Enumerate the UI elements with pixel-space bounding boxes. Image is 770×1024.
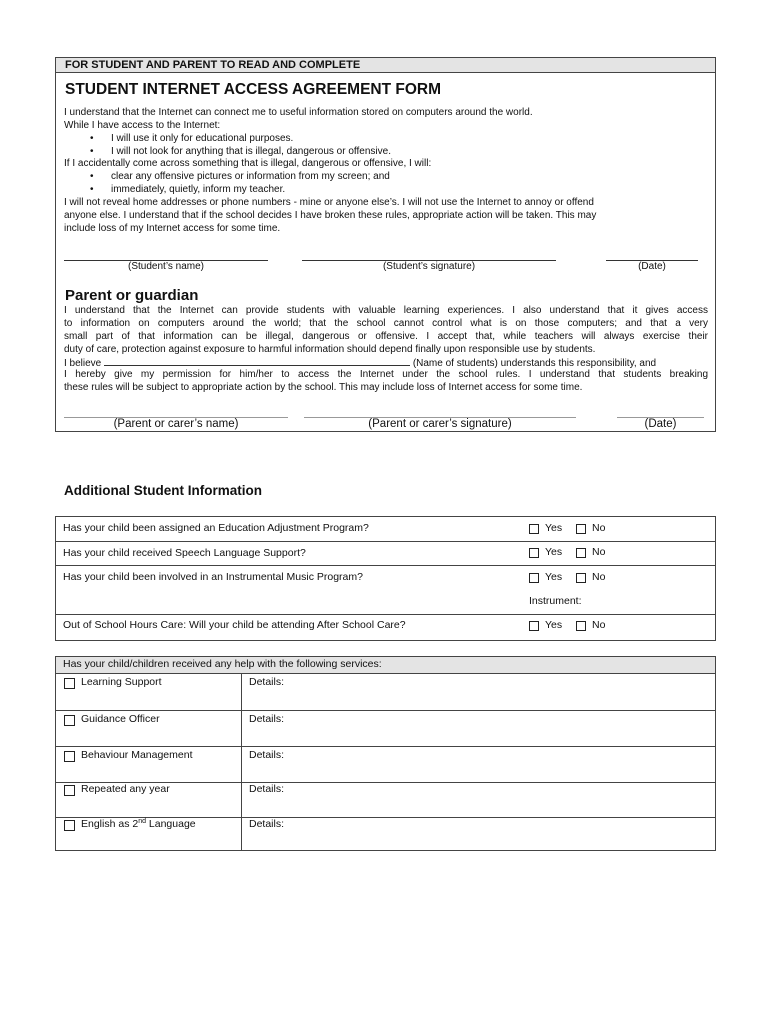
- action-bullet: immediately, quietly, inform my teacher.: [111, 184, 286, 195]
- closing-line: include loss of my Internet access for some time.: [64, 223, 281, 234]
- yes-checkbox[interactable]: [529, 621, 539, 631]
- service-row: [56, 711, 715, 747]
- no-label: No: [592, 546, 606, 558]
- no-checkbox[interactable]: [576, 573, 586, 583]
- details-label: Details:: [249, 749, 285, 761]
- service-row: [56, 818, 715, 850]
- question-row: [56, 615, 715, 640]
- question-row: [56, 542, 715, 566]
- bullet-icon: •: [90, 184, 94, 195]
- details-label: Details:: [249, 676, 285, 688]
- no-checkbox[interactable]: [576, 548, 586, 558]
- if-line: If I accidentally come across something that is illegal, dangerous or offensive, I will:: [64, 158, 432, 169]
- yes-checkbox[interactable]: [529, 573, 539, 583]
- services-header-text: Has your child/children received any help with the following services:: [63, 658, 382, 670]
- permission-line: I hereby give my permission for him/her to access the Internet under the school rules. I understand that students breaking: [64, 369, 708, 380]
- parent-line: to information on computers around the world; that the school cannot control what is on those computers; and that a very: [64, 318, 708, 329]
- service-checkbox[interactable]: [64, 751, 75, 762]
- agreement-section: [55, 57, 716, 432]
- bullet-icon: •: [90, 133, 94, 144]
- service-row: [56, 783, 715, 818]
- esl-prefix: English as 2: [81, 818, 139, 830]
- question-text: Has your child been involved in an Instrumental Music Program?: [63, 571, 363, 583]
- intro-line: I understand that the Internet can connect me to useful information stored on computers around the world.: [64, 107, 533, 118]
- yes-label: Yes: [545, 546, 563, 558]
- service-checkbox[interactable]: [64, 820, 75, 831]
- service-label: Learning Support: [81, 676, 162, 688]
- permission-line: these rules will be subject to appropriate action by the school. This may include loss of Internet access for some time.: [64, 382, 583, 393]
- instrument-label: Instrument:: [529, 595, 582, 607]
- additional-info-table: [55, 516, 716, 641]
- esl-suffix: Language: [146, 818, 196, 830]
- bullet-icon: •: [90, 171, 94, 182]
- question-row: [56, 517, 715, 542]
- form-title: STUDENT INTERNET ACCESS AGREEMENT FORM: [65, 81, 442, 98]
- service-checkbox[interactable]: [64, 785, 75, 796]
- rule-bullet: I will use it only for educational purposes.: [111, 133, 294, 144]
- service-checkbox[interactable]: [64, 715, 75, 726]
- service-checkbox[interactable]: [64, 678, 75, 689]
- parent-signature-label: (Parent or carer’s signature): [368, 418, 512, 430]
- believe-suffix: (Name of students) understands this responsibility, and: [412, 358, 657, 369]
- no-label: No: [592, 619, 606, 631]
- agreement-header-bar: [56, 58, 715, 73]
- parent-name-label: (Parent or carer’s name): [113, 418, 239, 430]
- student-date-label: (Date): [638, 261, 666, 272]
- believe-prefix: I believe: [64, 358, 102, 369]
- closing-line: I will not reveal home addresses or phone numbers - mine or anyone else’s. I will not use the Internet to annoy or offend: [64, 197, 594, 208]
- student-names-blank[interactable]: [104, 356, 410, 366]
- no-checkbox[interactable]: [576, 621, 586, 631]
- closing-line: anyone else. I understand that if the school decides I have broken these rules, appropriate action will be taken. This may: [64, 210, 597, 221]
- question-text: Out of School Hours Care: Will your child be attending After School Care?: [63, 619, 406, 631]
- bullet-icon: •: [90, 146, 94, 157]
- services-table: [55, 656, 716, 851]
- yes-label: Yes: [545, 619, 563, 631]
- service-label: Behaviour Management: [81, 749, 193, 761]
- agreement-header-text: FOR STUDENT AND PARENT TO READ AND COMPLETE: [65, 59, 361, 71]
- parent-date-label: (Date): [644, 418, 677, 430]
- service-row: [56, 674, 715, 711]
- yes-label: Yes: [545, 522, 563, 534]
- no-label: No: [592, 571, 606, 583]
- question-text: Has your child been assigned an Education Adjustment Program?: [63, 522, 369, 534]
- student-signature-label: (Student’s signature): [382, 261, 476, 272]
- additional-info-title: Additional Student Information: [64, 483, 262, 498]
- question-text: Has your child received Speech Language Support?: [63, 547, 306, 559]
- parent-line: small part of that information can be illegal, dangerous or offensive. I accept that, while teachers will always exercise their: [64, 331, 708, 342]
- question-row: [56, 566, 715, 615]
- details-label: Details:: [249, 783, 285, 795]
- no-label: No: [592, 522, 606, 534]
- yes-checkbox[interactable]: [529, 524, 539, 534]
- details-label: Details:: [249, 818, 285, 830]
- yes-checkbox[interactable]: [529, 548, 539, 558]
- services-header-bar: [56, 657, 715, 674]
- intro-line: While I have access to the Internet:: [64, 120, 221, 131]
- service-row: [56, 747, 715, 783]
- rule-bullet: I will not look for anything that is illegal, dangerous or offensive.: [111, 146, 391, 157]
- no-checkbox[interactable]: [576, 524, 586, 534]
- student-name-label: (Student’s name): [128, 261, 204, 272]
- service-label: Repeated any year: [81, 783, 170, 795]
- details-label: Details:: [249, 713, 285, 725]
- service-label: Guidance Officer: [81, 713, 160, 725]
- parent-line: I understand that the Internet can provide students with valuable learning experiences. I also understand that it gives access: [64, 305, 708, 316]
- parent-heading: Parent or guardian: [65, 287, 199, 304]
- service-label: [81, 818, 196, 830]
- esl-superscript: nd: [138, 818, 146, 825]
- parent-line: duty of care, protection against exposure to harmful information should depend finally upon responsible use by students.: [64, 344, 596, 355]
- yes-label: Yes: [545, 571, 563, 583]
- action-bullet: clear any offensive pictures or information from my screen; and: [111, 171, 390, 182]
